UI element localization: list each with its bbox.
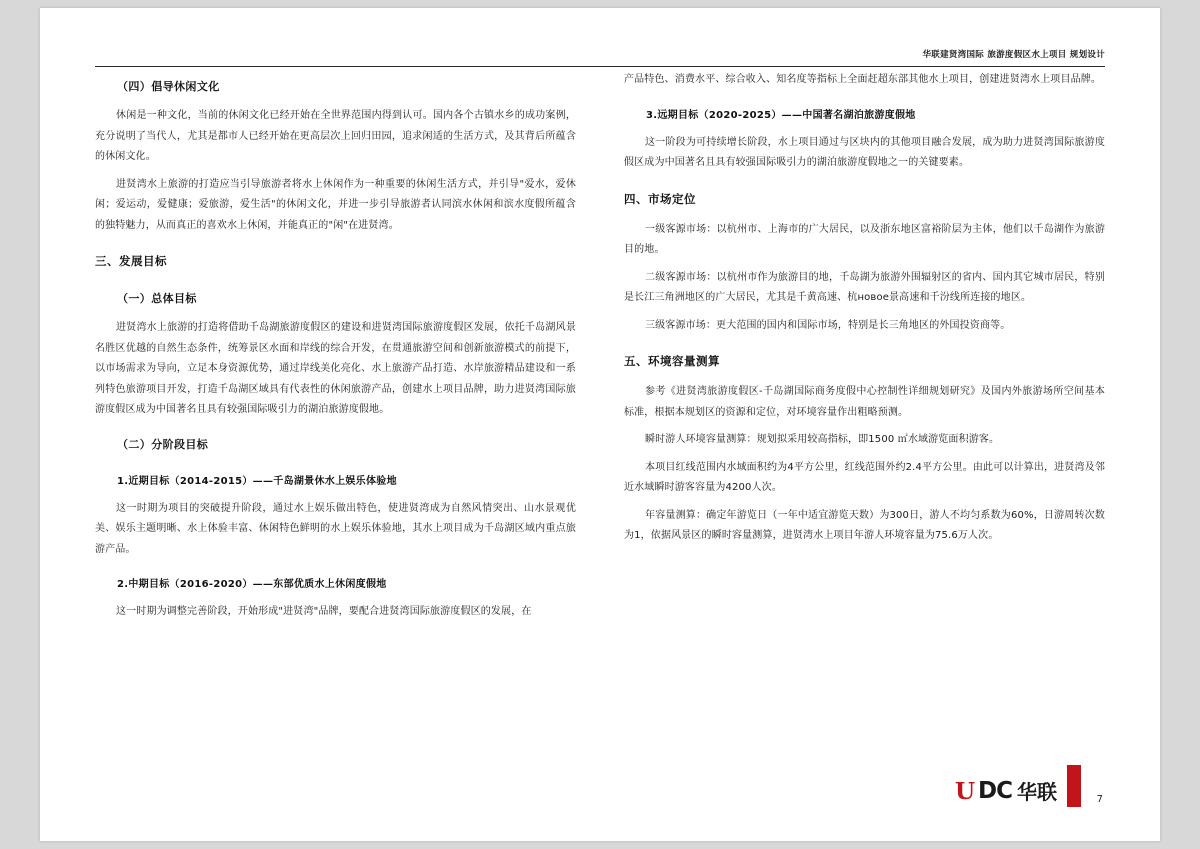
page-footer bbox=[95, 763, 1105, 803]
document-page bbox=[40, 8, 1160, 841]
logo-chinese-text: 华联 bbox=[1017, 780, 1057, 804]
body-paragraph: 产品特色、消费水平、综合收入、知名度等指标上全面赶超东部其他水上项目，创建进贤湾水上项目品牌。 bbox=[624, 74, 1102, 85]
body-paragraph: 瞬时游人环境容量测算：规划拟采用较高指标，即1500 ㎡水域游览面积游客。 bbox=[645, 434, 1000, 445]
header-title: 华联建贤湾国际 旅游度假区水上项目 规划设计 bbox=[922, 50, 1105, 60]
body-paragraph: 三级客源市场：更大范围的国内和国际市场，特别是长三角地区的外国投资商等。 bbox=[645, 319, 1011, 331]
page-columns bbox=[95, 70, 1105, 750]
section-heading: 四、市场定位 bbox=[624, 191, 696, 206]
body-paragraph: 参考《进贤湾旅游度假区-千岛湖国际商务度假中心控制性详细规划研究》及国内外旅游场所空间基本标准，根据本规划区的资源和定位，对环境容量作出粗略预测。 bbox=[624, 386, 1105, 418]
logo-mark-icon: U bbox=[954, 778, 976, 805]
sub-subsection-heading: 1.近期目标（2014-2015）——千岛湖景休水上娱乐体验地 bbox=[117, 475, 397, 487]
footer-red-bar bbox=[1067, 765, 1081, 807]
body-paragraph: 这一阶段为可持续增长阶段，水上项目通过与区块内的其他项目融合发展，成为助力进贤湾国际旅游度假区成为中国著名且具有较强国际吸引力的湖泊旅游度假地之一的关键要素。 bbox=[624, 136, 1105, 168]
sub-subsection-heading: 2.中期目标（2016-2020）——东部优质水上休闲度假地 bbox=[117, 579, 387, 590]
left-column bbox=[95, 70, 576, 750]
body-paragraph: 进贤湾水上旅游的打造将借助千岛湖旅游度假区的建设和进贤湾国际旅游度假区发展，依托千岛湖风景名胜区优越的自然生态条件，统筹景区水面和岸线的综合开发，在贯通旅游空间和创新旅游模式的前提下，以市场需求为导向，立足本身资源优势，通过岸线美化亮化、水上旅游产品打造、水岸旅游精品建设和一系列特色旅游项目开发，打造千岛湖区域具有代表性的休闲旅游产品，创建水上项目品牌，助力进贤湾国际旅游度假区成为中国著名且具有较强国际吸引力的湖泊旅游度假地。 bbox=[95, 322, 576, 415]
body-paragraph: 年容量测算：确定年游览日（一年中适宜游览天数）为300日，游人不均匀系数为60%，日游周转次数为1，依据风景区的瞬时容量测算，进贤湾水上项目年游人环境容量为75.6万人次。 bbox=[624, 509, 1105, 541]
page-header bbox=[95, 50, 1105, 67]
body-paragraph: 休闲是一种文化，当前的休闲文化已经开始在全世界范围内得到认可。国内各个古镇水乡的成功案例，充分说明了当代人，尤其是都市人已经开始在更高层次上回归田园，追求闲适的生活方式，及其背后所蕴含的休闲文化。 bbox=[95, 110, 576, 162]
body-paragraph: 一级客源市场：以杭州市、上海市的广大居民，以及浙东地区富裕阶层为主体，他们以千岛湖作为旅游目的地。 bbox=[624, 223, 1105, 255]
body-paragraph: 这一时期为调整完善阶段，开始形成"进贤湾"品牌，要配合进贤湾国际旅游度假区的发展，在 bbox=[116, 606, 532, 617]
body-paragraph: 本项目红线范围内水域面积约为4平方公里，红线范围外约2.4平方公里。由此可以计算出，进贤湾及邻近水域瞬时游客容量为4200人次。 bbox=[624, 461, 1105, 493]
body-paragraph: 二级客源市场：以杭州市作为旅游目的地，千岛湖为旅游外围辐射区的省内、国内其它城市居民，特别是长江三角洲地区的广大居民，尤其是千黄高速、杭новое景高速和千汾线所连接的地区。 bbox=[624, 271, 1105, 303]
page-number: 7 bbox=[1096, 794, 1103, 805]
sub-subsection-heading: 3.远期目标（2020-2025）——中国著名湖泊旅游度假地 bbox=[646, 109, 916, 121]
body-paragraph: 这一时期为项目的突破提升阶段，通过水上娱乐做出特色，使进贤湾成为自然风情突出、山水景观优美、娱乐主题明晰、水上体验丰富、休闲特色鲜明的水上娱乐体验地，其水上项目成为千岛湖区域内重点旅游产品。 bbox=[95, 502, 576, 555]
section-heading: 五、环境容量测算 bbox=[624, 354, 720, 368]
logo-latin-text: DC bbox=[978, 778, 1012, 804]
section-heading: 三、发展目标 bbox=[95, 254, 167, 268]
company-logo bbox=[955, 780, 1057, 803]
body-paragraph: 进贤湾水上旅游的打造应当引导旅游者将水上休闲作为一种重要的休闲生活方式，并引导"爱水，爱休闲；爱运动，爱健康；爱旅游，爱生活"的休闲文化，并进一步引导旅游者认同滨水休闲和滨水度假所蕴含的独特魅力，从而真正的喜欢水上休闲，并能真正的"闲"在进贤湾。 bbox=[95, 178, 576, 231]
subsection-heading: （四）倡导休闲文化 bbox=[117, 80, 220, 93]
right-column bbox=[624, 70, 1105, 750]
subsection-heading: （一）总体目标 bbox=[117, 292, 197, 305]
subsection-heading: （二）分阶段目标 bbox=[117, 437, 209, 451]
